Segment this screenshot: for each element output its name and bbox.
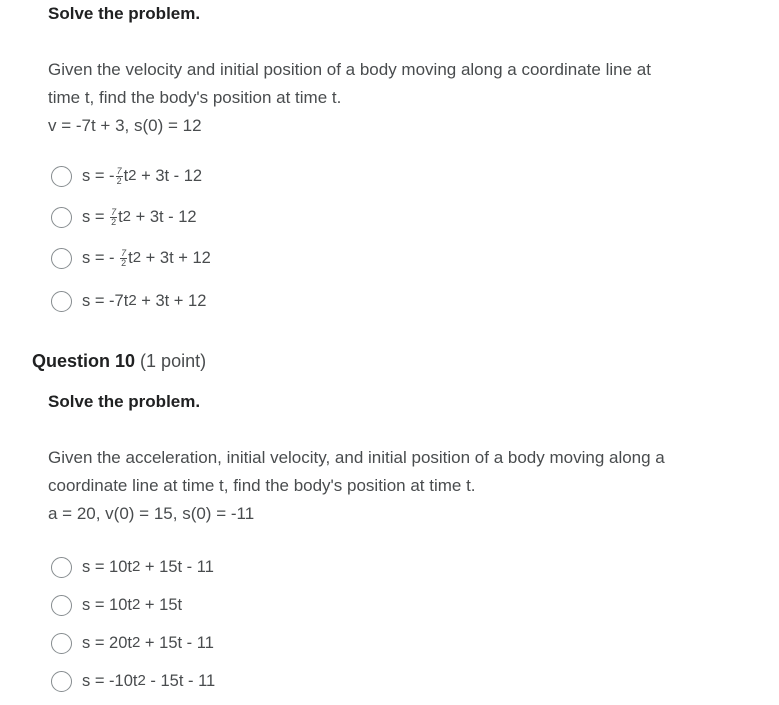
option-text: + 3t + 12 (141, 248, 211, 267)
q10-option-4[interactable] (51, 668, 215, 694)
option-text: s = 10t (82, 595, 132, 614)
q9-option-3[interactable] (51, 245, 211, 271)
option-text: t (128, 248, 133, 267)
option-text: s = (82, 207, 110, 226)
fraction-numerator: 7 (111, 206, 117, 217)
option-text: t (118, 207, 123, 226)
fraction (120, 249, 127, 268)
q10-prompt-line1: Given the acceleration, initial velocity, and initial position of a body moving along a (48, 448, 665, 467)
option-label: s = 20t 2 + 15t - 11 (82, 633, 214, 652)
question-number: Question 10 (32, 351, 136, 371)
q10-option-1[interactable] (51, 554, 214, 580)
option-label: s = -7t 2 + 3t + 12 (82, 291, 207, 310)
q10-prompt-line2: coordinate line at time t, find the body's position at time t. (48, 476, 476, 495)
radio-button[interactable] (51, 557, 72, 578)
option-text: s = 20t (82, 633, 132, 652)
option-text: s = - (82, 248, 120, 267)
option-text: + 15t - 11 (140, 557, 214, 576)
option-text: s = -7t (82, 291, 129, 310)
fraction-denominator: 2 (111, 216, 117, 227)
option-text: + 3t - 12 (131, 207, 197, 226)
fraction-denominator: 2 (121, 257, 127, 268)
option-label: s = -10t 2 - 15t - 11 (82, 671, 216, 690)
q9-option-4[interactable] (51, 288, 206, 314)
q10-given: a = 20, v(0) = 15, s(0) = -11 (48, 504, 255, 523)
fraction-numerator: 7 (116, 165, 122, 176)
radio-button[interactable] (51, 248, 72, 269)
radio-button[interactable] (51, 633, 72, 654)
fraction (116, 167, 123, 186)
radio-button[interactable] (51, 207, 72, 228)
q9-option-1[interactable] (51, 163, 202, 189)
question-10-title (32, 351, 206, 372)
option-text: + 3t + 12 (136, 291, 207, 310)
radio-button[interactable] (51, 166, 72, 187)
q10-option-3[interactable] (51, 630, 214, 656)
radio-button[interactable] (51, 595, 72, 616)
option-text: - 15t - 11 (145, 671, 216, 690)
option-text: + 15t - 11 (140, 633, 214, 652)
q9-given: v = -7t + 3, s(0) = 12 (48, 116, 202, 135)
q9-heading: Solve the problem. (48, 4, 201, 23)
option-text: + 3t - 12 (136, 166, 203, 185)
q10-prompt (48, 444, 767, 528)
fraction-numerator: 7 (121, 247, 127, 258)
q9-prompt-line2: time t, find the body's position at time t. (48, 88, 342, 107)
radio-button[interactable] (51, 291, 72, 312)
fraction (110, 208, 117, 227)
option-text: s = 10t (82, 557, 132, 576)
q10-option-2[interactable] (51, 592, 182, 618)
option-text: s = - (82, 166, 115, 185)
option-label: s = 10t 2 + 15t - 11 (82, 557, 214, 576)
radio-button[interactable] (51, 671, 72, 692)
q9-option-2[interactable] (51, 204, 197, 230)
option-label: s = 10t 2 + 15t (82, 595, 183, 614)
option-text: t (123, 166, 129, 185)
q9-prompt (48, 56, 767, 140)
option-label: s = - $\frac{7}{2}$ t 2 + 3t - 12 (82, 165, 203, 186)
option-text: s = -10t (82, 671, 138, 690)
q10-heading: Solve the problem. (48, 392, 201, 411)
option-label: s = $\frac{7}{2}$ t 2 + 3t - 12 (82, 206, 197, 227)
option-text: + 15t (140, 595, 183, 614)
option-label: s = - $\frac{7}{2}$ t 2 + 3t + 12 (82, 247, 211, 268)
q9-prompt-line1: Given the velocity and initial position of a body moving along a coordinate line at (48, 60, 651, 79)
fraction-denominator: 2 (116, 175, 122, 186)
question-points: (1 point) (140, 351, 207, 371)
